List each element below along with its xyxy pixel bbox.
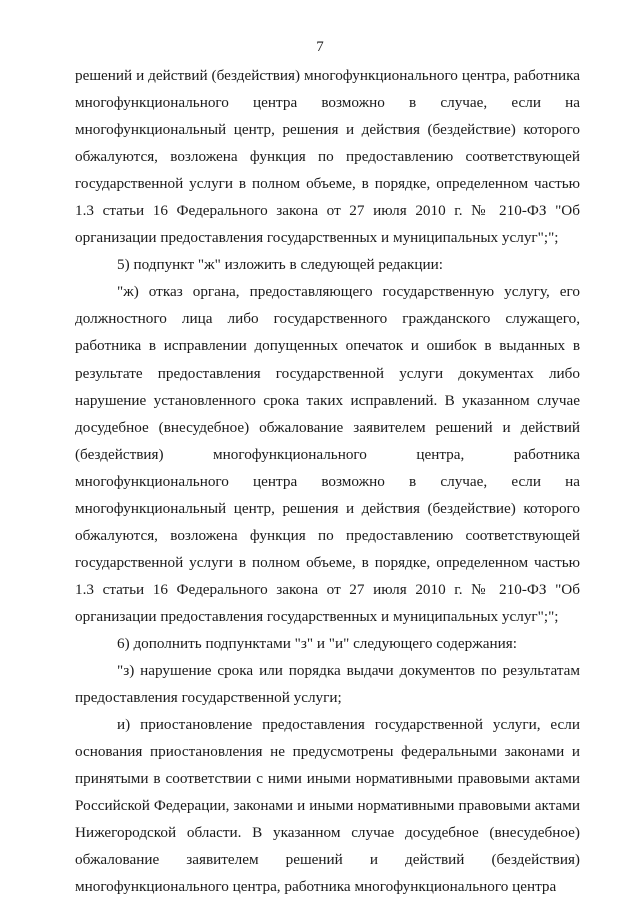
paragraph-subitem-z: "з) нарушение срока или порядка выдачи документов по результатам предоставления государственной услуги; [75, 662, 580, 707]
document-body [75, 62, 580, 900]
paragraph-subitem-zh: "ж) отказ органа, предоставляющего государственную услугу, его должностного лица либо государственного гражданского служащего, работника в исправлении допущенных опечаток и ошибок в выданных в результате предоставления государственной услуги документах либо нарушение установленного срока таких исправлений. В указанном случае досудебное (внесудебное) обжалование заявителем решений и действий (бездействия) многофункционального центра, работника многофункционального центра возможно в случае, если на многофункциональный центр, решения и действия (бездействие) которого обжалуются, возложена функция по предоставлению соответствующей государственной услуги в полном объеме, в порядке, определенном частью 1.3 статьи 16 Федерального закона от 27 июля 2010 г. № 210-ФЗ "Об организации предоставления государственных и муниципальных услуг";"; [75, 283, 580, 625]
paragraph-continuation: решений и действий (бездействия) многофункционального центра, работника многофункционального центра возможно в случае, если на многофункциональный центр, решения и действия (бездействие) которого обжалуются, возложена функция по предоставлению соответствующей государственной услуги в полном объеме, в порядке, определенном частью 1.3 статьи 16 Федерального закона от 27 июля 2010 г. № 210-ФЗ "Об организации предоставления государственных и муниципальных услуг";"; [75, 67, 580, 247]
paragraph-item-5: 5) подпункт "ж" изложить в следующей редакции: [117, 256, 443, 274]
paragraph-item-6: 6) дополнить подпунктами "з" и "и" следующего содержания: [117, 634, 517, 652]
paragraph-subitem-i: и) приостановление предоставления государственной услуги, если основания приостановления не предусмотрены федеральными законами и принятыми в соответствии с ними иными нормативными правовыми актами Российской Федерации, законами и иными нормативными правовыми актами Нижегородской области. В указанном случае досудебное (внесудебное) обжалование заявителем решений и действий (бездействия) многофункционального центра, работника многофункционального центра [75, 716, 580, 896]
page-number: 7 [316, 39, 324, 55]
